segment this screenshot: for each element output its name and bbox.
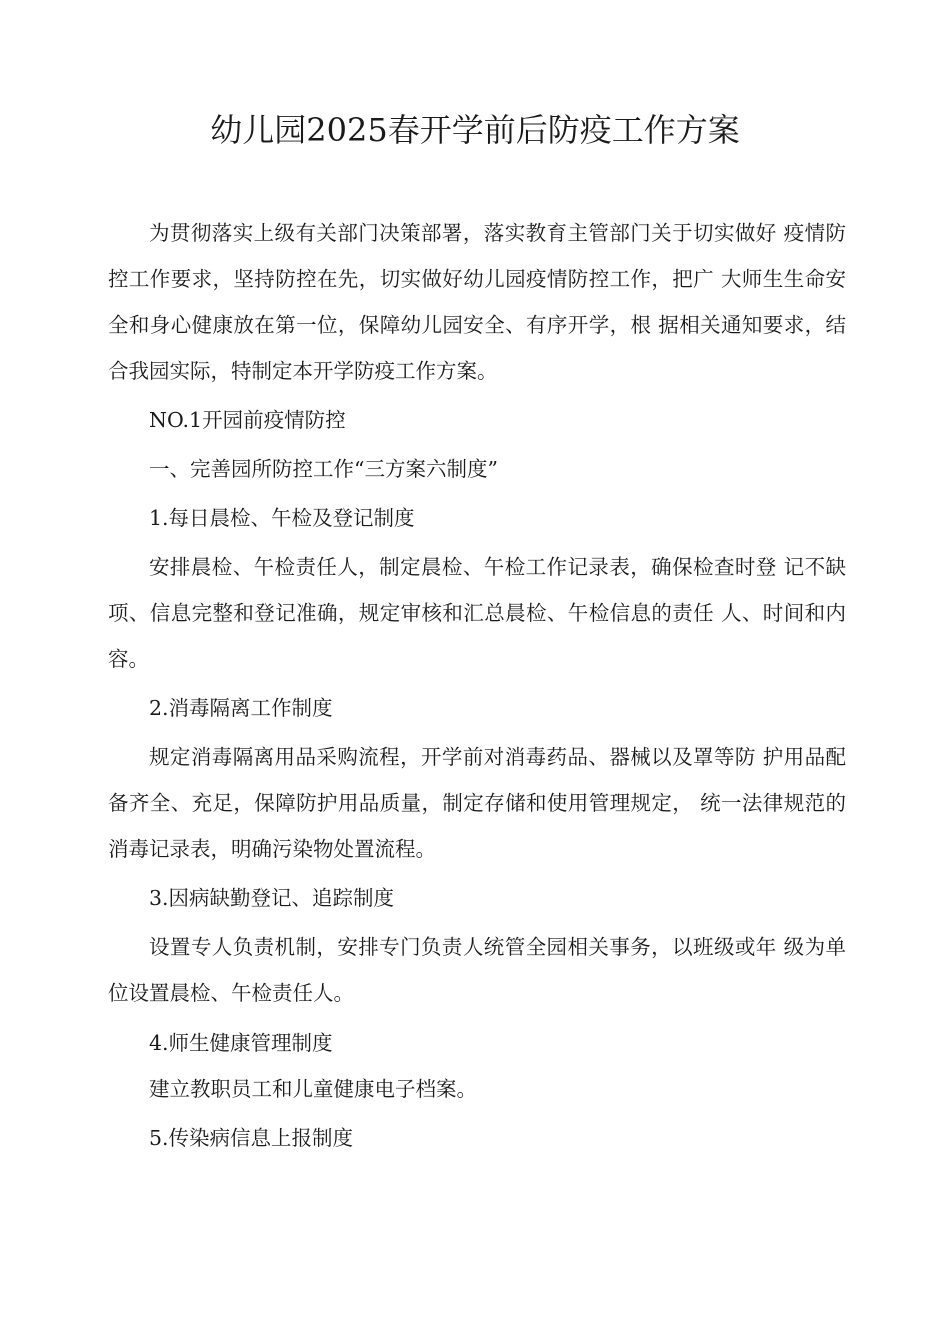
document-body [108, 210, 846, 1161]
item3-paragraph: 设置专人负责机制，安排专门负责人统管全园相关事务，以班级或年 级为单位设置晨检、午检责任人。 [108, 935, 846, 1005]
item4-heading: 4.师生健康管理制度 [149, 1031, 333, 1055]
item2-heading: 2.消毒隔离工作制度 [149, 696, 333, 720]
item2-paragraph: 规定消毒隔离用品采购流程，开学前对消毒药品、器械以及罩等防 护用品配备齐全、充足，保障防护用品质量，制定存储和使用管理规定， 统一法律规范的消毒记录表，明确污染物处置流程。 [108, 745, 846, 861]
item1-heading: 1.每日晨检、午检及登记制度 [149, 506, 415, 530]
item3-heading: 3.因病缺勤登记、追踪制度 [149, 886, 395, 910]
item1-paragraph: 安排晨检、午检责任人，制定晨检、午检工作记录表，确保检查时登 记不缺项、信息完整和登记准确，规定审核和汇总晨检、午检信息的责任 人、时间和内容。 [108, 555, 846, 671]
intro-paragraph: 为贯彻落实上级有关部门决策部署，落实教育主管部门关于切实做好 疫情防控工作要求，坚持防控在先，切实做好幼儿园疫情防控工作，把广 大师生生命安全和身心健康放在第一位，保障幼儿园安全、有序开学，根 据相关通知要求，结合我园实际，特制定本开学防疫工作方案。 [108, 221, 846, 383]
item5-heading: 5.传染病信息上报制度 [149, 1126, 354, 1150]
section-heading-one: 一、完善园所防控工作“三方案六制度” [149, 457, 498, 481]
section-heading-no1: NO.1开园前疫情防控 [149, 408, 346, 432]
document-title: 幼儿园2025春开学前后防疫工作方案 [210, 111, 740, 149]
item4-paragraph: 建立教职员工和儿童健康电子档案。 [149, 1077, 477, 1101]
